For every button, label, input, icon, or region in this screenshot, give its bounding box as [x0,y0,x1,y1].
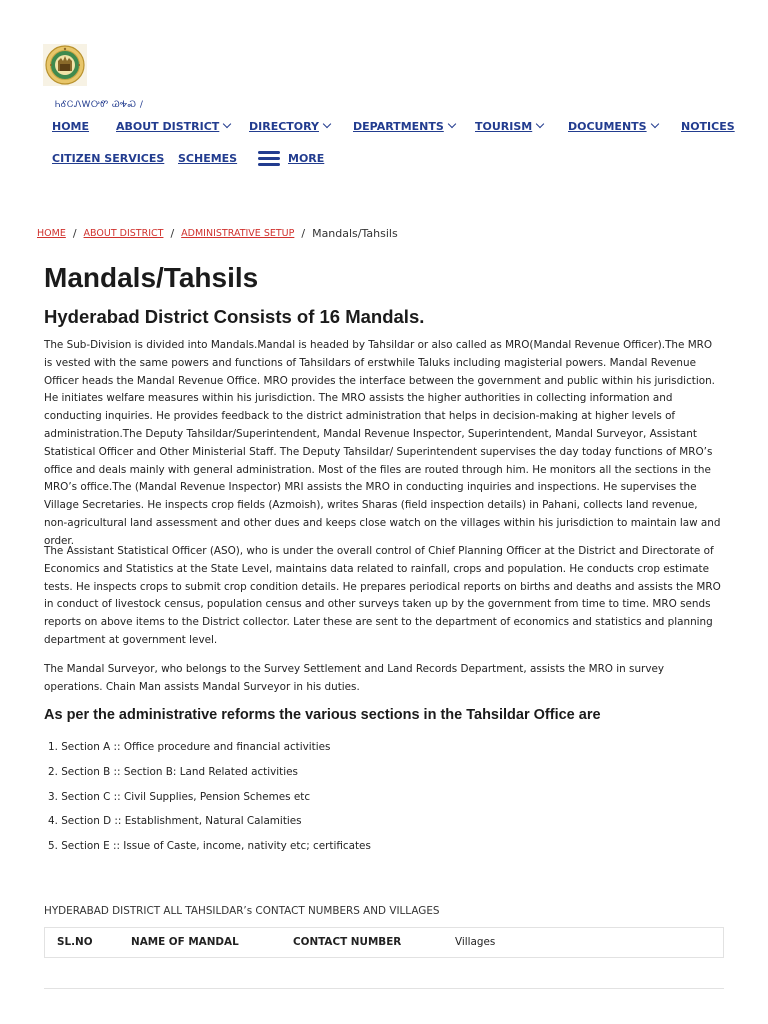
aso-description-paragraph: The Assistant Statistical Officer (ASO), who is under the overall control of Chief Planning Officer at the District and Directorate of Economics and Statistics at the State Level, maintains data related to rainfall, crops and population. He conducts crop estimate tests. He inspects crops to submit crop condition details. He prepares periodical reports on births and deaths and assists the MRO in conduct of livestock census, population census and other surveys taken up by the government from time to time. MRO sends reports on above items to the District collector. Later these are sent to the department of economics and statistics and planning department at government level. [44,545,721,646]
breadcrumb-separator: / [301,227,306,240]
surveyor-description-paragraph: The Mandal Surveyor, who belongs to the Survey Settlement and Land Records Department, assists the MRO in survey operations. Chain Man assists Mandal Surveyor in his duties. [44,663,665,693]
logo-subtitle: ᏂᎴᏟᏁᎳᎤᏛ ᏊᎭᏍ / [55,100,144,110]
column-header-villages: Villages [455,936,496,948]
chevron-down-icon [650,120,658,128]
nav-citizen-services[interactable] [52,150,164,166]
page-subtitle: Hyderabad District Consists of 16 Mandals. [44,306,425,327]
breadcrumb-separator: / [72,227,77,240]
nav-departments-label: DEPARTMENTS [353,119,444,133]
list-item: 5. Section E :: Issue of Caste, income, nativity etc; certificates [48,840,371,853]
table-caption: HYDERABAD DISTRICT ALL TAHSILDAR’s CONTACT NUMBERS AND VILLAGES [44,905,440,917]
breadcrumb-home[interactable]: HOME [37,228,66,239]
column-header-mandal-name: NAME OF MANDAL [131,936,239,948]
nav-documents-label: DOCUMENTS [568,119,647,133]
nav-schemes[interactable] [178,150,237,166]
mro-description-paragraph: The Sub-Division is divided into Mandals.Mandal is headed by Tahsildar or also called as MRO(Mandal Revenue Officer).The MRO is vested with the same powers and functions of Tahsildars of erstwhile Taluks including magisterial powers. Mandal Revenue Officer heads the Mandal Revenue Office. MRO provides the interface between the government and public within his jurisdiction. He initiates welfare measures within his jurisdiction. The MRO assists the higher authorities in collecting information and conducting inquiries. He provides feedback to the district administration that helps in decision-making at higher levels of administration.The Deputy Tahsildar/Superintendent, Mandal Revenue Inspector, Superintendent, Mandal Surveyor, Assistant Statistical Officer and Other Ministerial Staff. The Deputy Tahsildar/ Superintendent supervises the day today functions of MRO’s office and deals mainly with general administration. Most of the files are routed through him. He monitors all the sections in the MRO’s office.The (Mandal Revenue Inspector) MRI assists the MRO in conducting inquiries and inspections. He supervises the Village Secretaries. He inspects crop fields (Azmoish), writes Sharas (field inspection details) in Pahani, collects land revenue, non-agricultural land assessment and other dues and keeps close watch on the villages within his jurisdiction to maintain law and order. [44,339,721,547]
tahsildar-sections-list [48,739,371,863]
breadcrumb-about-district[interactable]: ABOUT DISTRICT [83,228,164,239]
chevron-down-icon [448,120,456,128]
breadcrumb-current: Mandals/Tahsils [312,227,398,240]
column-header-contact-number: CONTACT NUMBER [293,936,402,948]
nav-departments[interactable] [353,118,455,134]
list-item: 1. Section A :: Office procedure and financial activities [48,741,331,753]
nav-citizen-services-label: CITIZEN SERVICES [52,151,165,165]
nav-about-district[interactable] [116,118,230,134]
reforms-heading: As per the administrative reforms the various sections in the Tahsildar Office are [44,707,601,723]
page-title: Mandals/Tahsils [44,262,259,293]
chevron-down-icon [536,120,544,128]
divider [44,988,724,989]
column-header-sl-no: SL.NO [57,936,93,948]
nav-tourism-label: TOURISM [475,119,533,133]
nav-directory-label: DIRECTORY [249,119,319,133]
chevron-down-icon [323,120,331,128]
nav-notices-label: NOTICES [681,119,735,133]
telangana-emblem-icon [43,44,87,86]
nav-about-district-label: ABOUT DISTRICT [116,119,220,133]
site-logo[interactable] [43,44,87,86]
nav-home[interactable] [52,118,89,134]
nav-schemes-label: SCHEMES [178,151,238,165]
chevron-down-icon [223,120,231,128]
breadcrumb-administrative-setup[interactable]: ADMINISTRATIVE SETUP [181,228,295,239]
list-item: 4. Section D :: Establishment, Natural Calamities [48,815,302,828]
list-item: 3. Section C :: Civil Supplies, Pension Schemes etc [48,790,311,803]
breadcrumb [37,227,398,240]
nav-directory[interactable] [249,118,330,134]
nav-documents[interactable] [568,118,658,134]
nav-more[interactable] [258,150,324,166]
nav-home-label: HOME [52,119,90,133]
list-item: 2. Section B :: Section B: Land Related activities [48,765,298,778]
nav-more-label: MORE [288,151,325,165]
hamburger-menu-icon [258,151,280,166]
table-header-row [44,927,724,958]
nav-notices[interactable] [681,118,735,134]
breadcrumb-separator: / [170,227,175,240]
nav-tourism[interactable] [475,118,543,134]
